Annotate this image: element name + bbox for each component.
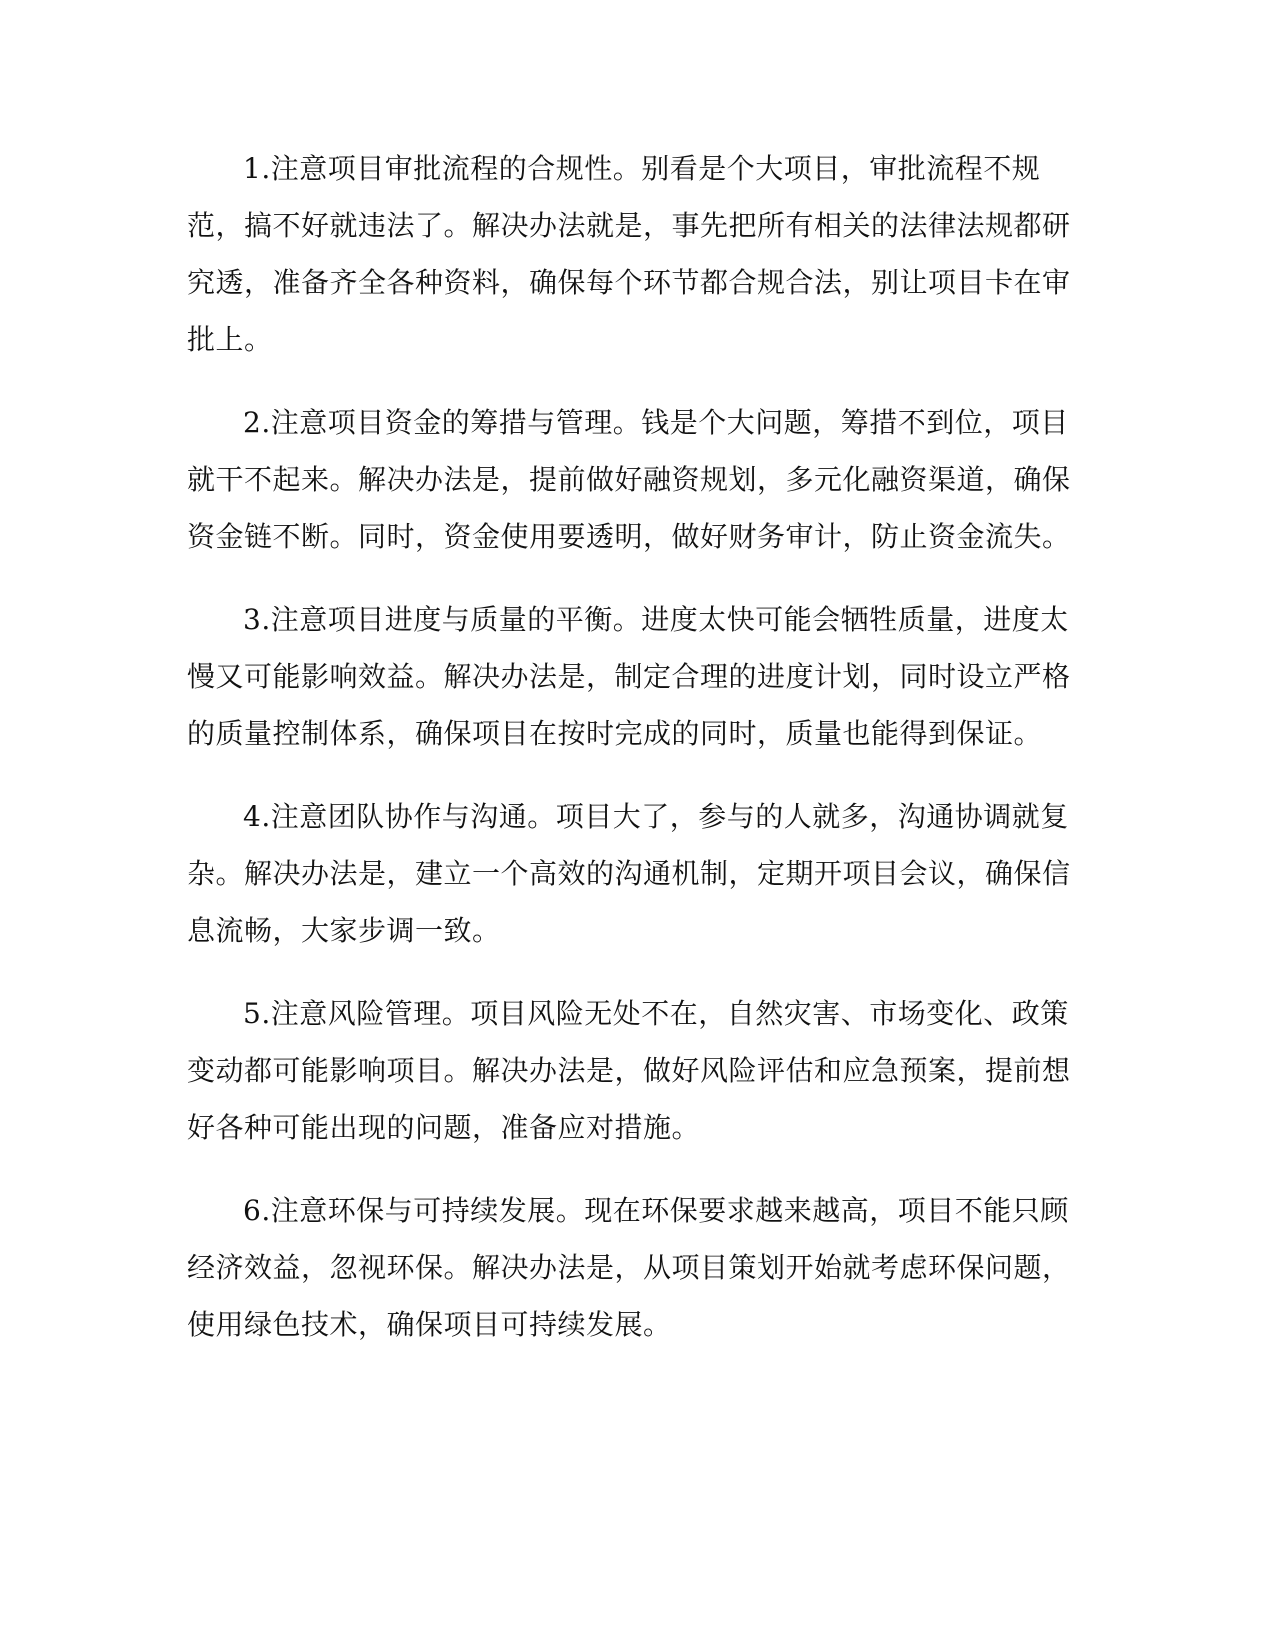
paragraph-2: 2.注意项目资金的筹措与管理。钱是个大问题，筹措不到位，项目就干不起来。解决办法是，提前做好融资规划，多元化融资渠道，确保资金链不断。同时，资金使用要透明，做好财务审计，防止资金流失。 [187, 406, 1071, 553]
paragraph-5: 5.注意风险管理。项目风险无处不在，自然灾害、市场变化、政策变动都可能影响项目。解决办法是，做好风险评估和应急预案，提前想好各种可能出现的问题，准备应对措施。 [187, 997, 1071, 1144]
paragraph-6: 6.注意环保与可持续发展。现在环保要求越来越高，项目不能只顾经济效益，忽视环保。解决办法是，从项目策划开始就考虑环保问题，使用绿色技术，确保项目可持续发展。 [187, 1194, 1071, 1341]
paragraph-3: 3.注意项目进度与质量的平衡。进度太快可能会牺牲质量，进度太慢又可能影响效益。解决办法是，制定合理的进度计划，同时设立严格的质量控制体系，确保项目在按时完成的同时，质量也能得到保证。 [187, 603, 1071, 750]
paragraph-1: 1.注意项目审批流程的合规性。别看是个大项目，审批流程不规范，搞不好就违法了。解决办法就是，事先把所有相关的法律法规都研究透，准备齐全各种资料，确保每个环节都合规合法，别让项目卡在审批上。 [187, 152, 1071, 356]
paragraph-4: 4.注意团队协作与沟通。项目大了，参与的人就多，沟通协调就复杂。解决办法是，建立一个高效的沟通机制，定期开项目会议，确保信息流畅，大家步调一致。 [187, 800, 1071, 947]
document-body [187, 140, 1087, 1379]
